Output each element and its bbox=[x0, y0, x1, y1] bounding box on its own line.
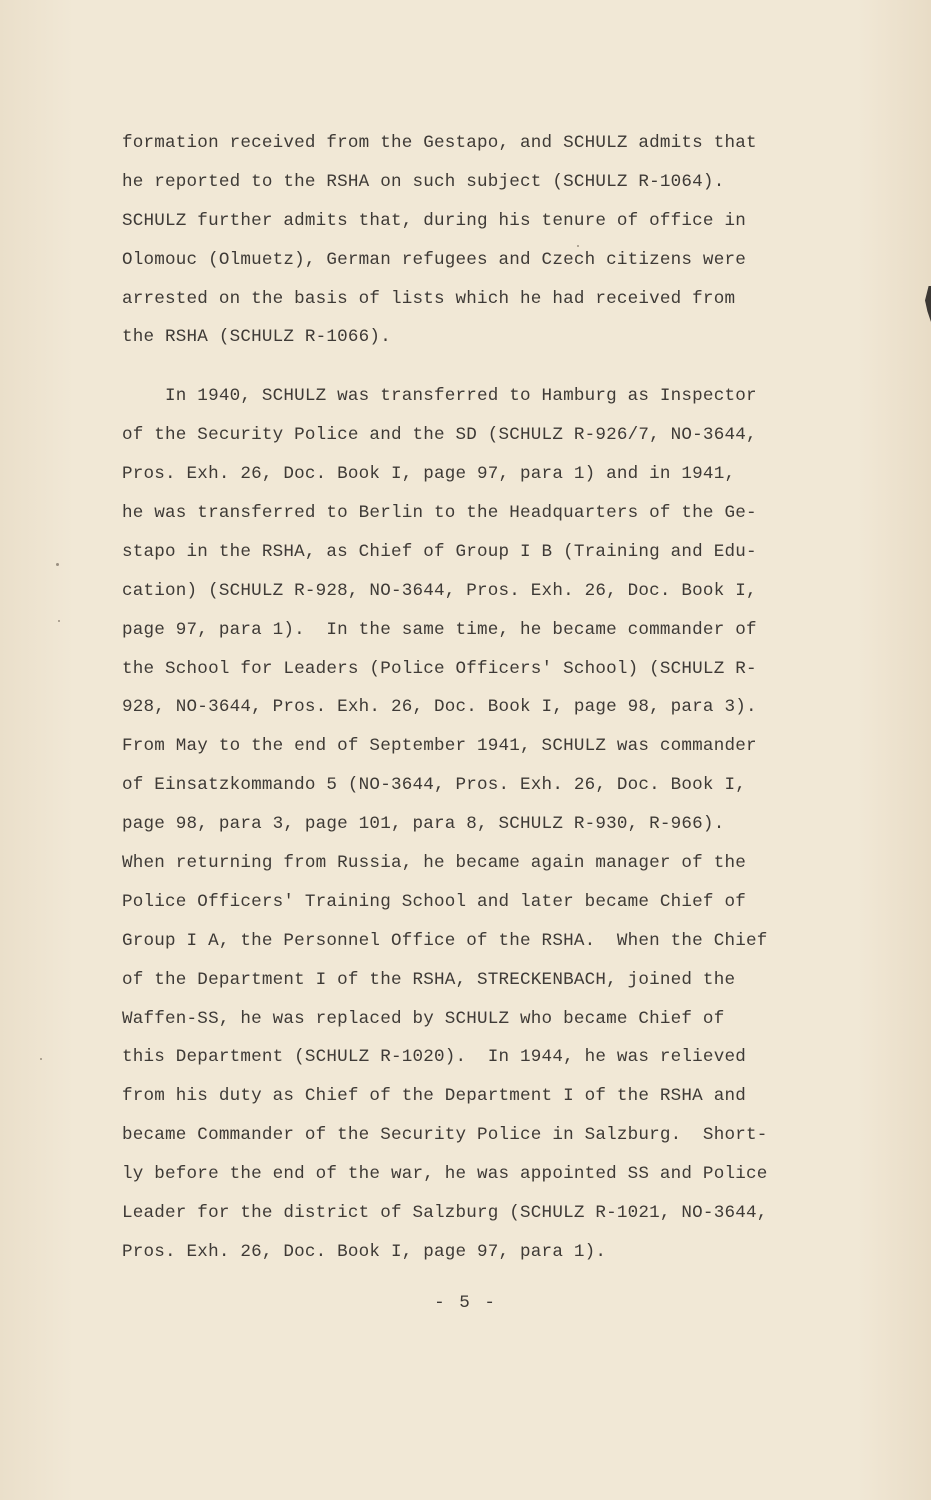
paper-speck bbox=[40, 1058, 42, 1060]
paragraph-gap bbox=[122, 357, 822, 377]
text-line: he reported to the RSHA on such subject (SCHULZ R-1064). bbox=[122, 171, 725, 192]
text-line: stapo in the RSHA, as Chief of Group I B (Training and Edu- bbox=[122, 541, 757, 562]
text-line: Pros. Exh. 26, Doc. Book I, page 97, para 1). bbox=[122, 1241, 607, 1262]
text-line: Waffen-SS, he was replaced by SCHULZ who became Chief of bbox=[122, 1008, 725, 1029]
text-line: Group I A, the Personnel Office of the RSHA. When the Chief bbox=[122, 930, 768, 951]
text-line: page 98, para 3, page 101, para 8, SCHULZ R-930, R-966). bbox=[122, 814, 725, 835]
paper-speck bbox=[56, 563, 59, 566]
text-line: became Commander of the Security Police in Salzburg. Short- bbox=[122, 1125, 768, 1146]
text-line: ly before the end of the war, he was appointed SS and Police bbox=[122, 1164, 768, 1185]
text-line: 928, NO-3644, Pros. Exh. 26, Doc. Book I, page 98, para 3). bbox=[122, 697, 757, 718]
edge-mark bbox=[925, 286, 931, 322]
text-line: of Einsatzkommando 5 (NO-3644, Pros. Exh. 26, Doc. Book I, bbox=[122, 775, 746, 796]
text-line: of the Department I of the RSHA, STRECKENBACH, joined the bbox=[122, 969, 736, 990]
text-line: from his duty as Chief of the Department I of the RSHA and bbox=[122, 1086, 746, 1107]
text-line: he was transferred to Berlin to the Headquarters of the Ge- bbox=[122, 503, 757, 524]
text-line: From May to the end of September 1941, SCHULZ was commander bbox=[122, 736, 757, 757]
page-number: - 5 - bbox=[434, 1293, 497, 1313]
text-line: Pros. Exh. 26, Doc. Book I, page 97, para 1) and in 1941, bbox=[122, 464, 736, 485]
text-line: the RSHA (SCHULZ R-1066). bbox=[122, 327, 391, 348]
document-body bbox=[122, 124, 822, 1272]
text-line: formation received from the Gestapo, and SCHULZ admits that bbox=[122, 133, 757, 153]
paper-speck bbox=[58, 620, 60, 622]
text-line: cation) (SCHULZ R-928, NO-3644, Pros. Exh. 26, Doc. Book I, bbox=[122, 580, 757, 601]
text-line: arrested on the basis of lists which he had received from bbox=[122, 288, 736, 309]
text-line: Olomouc (Olmuetz), German refugees and Czech citizens were bbox=[122, 249, 746, 270]
text-line: In 1940, SCHULZ was transferred to Hamburg as Inspector bbox=[122, 386, 757, 407]
text-line: Police Officers' Training School and later became Chief of bbox=[122, 891, 746, 912]
text-line: this Department (SCHULZ R-1020). In 1944, he was relieved bbox=[122, 1047, 746, 1068]
text-line: the School for Leaders (Police Officers' School) (SCHULZ R- bbox=[122, 658, 757, 679]
text-line: When returning from Russia, he became again manager of the bbox=[122, 853, 746, 874]
text-line: SCHULZ further admits that, during his tenure of office in bbox=[122, 210, 746, 231]
paper-speck bbox=[577, 245, 579, 247]
text-line: Leader for the district of Salzburg (SCHULZ R-1021, NO-3644, bbox=[122, 1203, 768, 1224]
text-line: of the Security Police and the SD (SCHULZ R-926/7, NO-3644, bbox=[122, 425, 757, 446]
text-line: page 97, para 1). In the same time, he became commander of bbox=[122, 619, 757, 640]
